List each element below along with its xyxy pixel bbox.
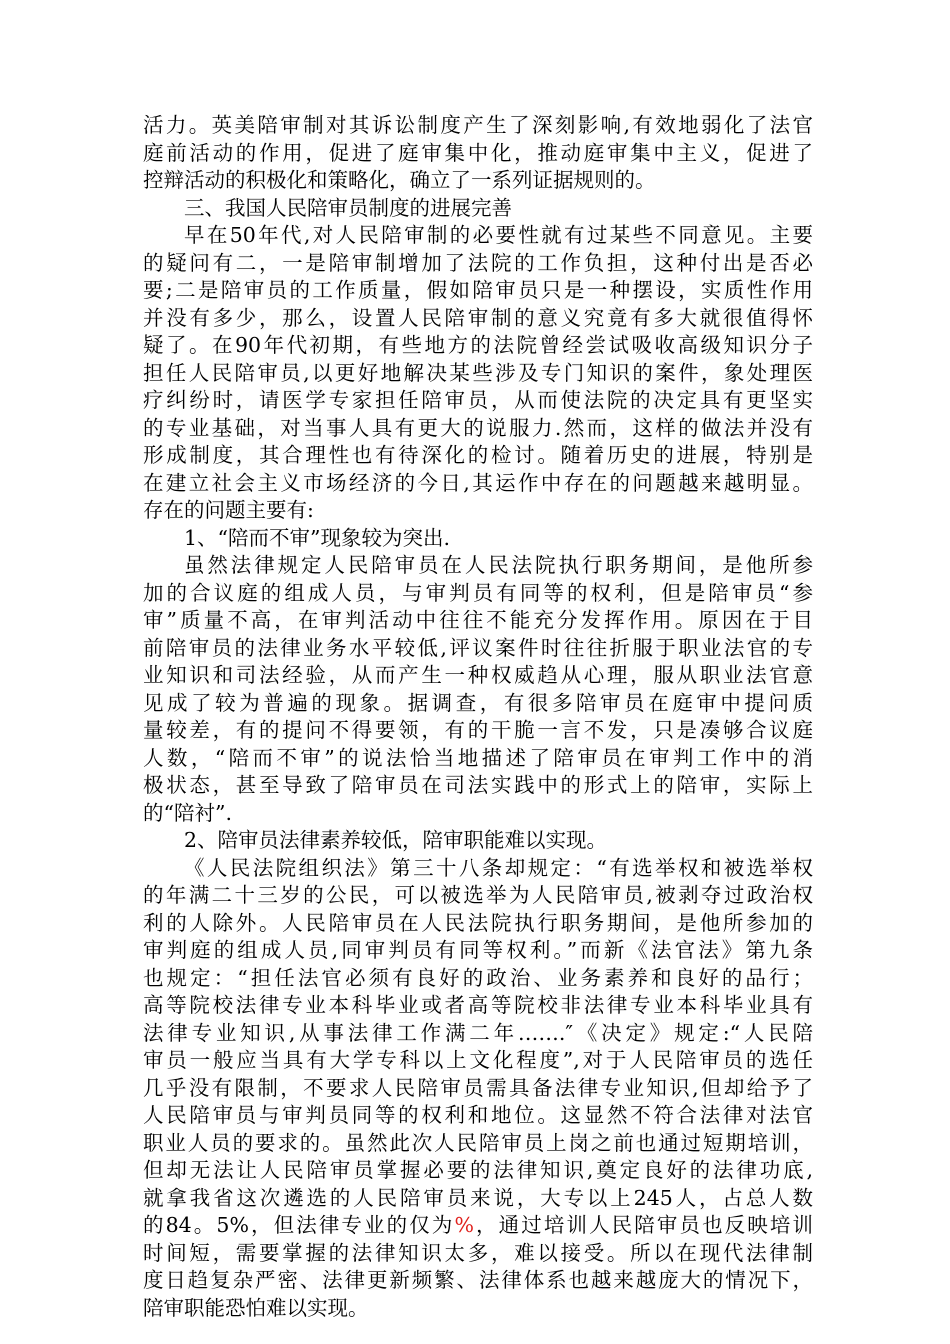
document-page — [143, 112, 813, 1322]
section-heading: 三、我国人民陪审员制度的进展完善 — [184, 195, 512, 220]
text-line: 疗纠纷时，请医学专家担任陪审员，从而使法院的决定具有更坚实 — [143, 388, 813, 412]
text-line: 并没有多少，那么，设置人民陪审制的意义究竟有多大就很值得怀 — [143, 305, 813, 330]
text-line: 活力。英美陪审制对其诉讼制度产生了深刻影响,有效地弱化了法官 — [143, 113, 813, 137]
text-line: 早在50年代,对人民陪审制的必要性就有过某些不同意见。主要 — [184, 223, 813, 247]
highlighted-percent: % — [454, 1213, 474, 1237]
text-line: 加的合议庭的组成人员，与审判员有同等的权利，但是陪审员“参 — [143, 580, 813, 605]
text-line: 极状态，甚至导致了陪审员在司法实践中的形式上的陪审，实际上 — [143, 773, 813, 797]
text-line: 职业人员的要求的。虽然此次人民陪审员上岗之前也通过短期培训， — [143, 1130, 813, 1155]
text-line: 量较差，有的提问不得要领，有的干脆一言不发，只是凑够合议庭 — [143, 718, 813, 742]
text-line: 审”质量不高，在审判活动中往往不能充分发挥作用。原因在于目 — [143, 608, 813, 632]
text-line: 形成制度，其合理性也有待深化的检讨。随着历史的进展，特别是 — [143, 443, 813, 467]
text-line: 人数，“陪而不审”的说法恰当地描述了陪审员在审判工作中的消 — [143, 745, 813, 770]
subsection-heading: 2、陪审员法律素养较低，陪审职能难以实现。 — [184, 828, 608, 852]
text-line: 的年满二十三岁的公民，可以被选举为人民陪审员,被剥夺过政治权 — [143, 883, 813, 907]
text-line — [143, 1212, 813, 1240]
text-line: 陪审职能恐怕难以实现。 — [143, 1295, 369, 1320]
text-line: 也规定：“担任法官必须有良好的政治、业务素养和良好的品行； — [143, 965, 813, 990]
text-line: 担任人民陪审员,以更好地解决某些涉及专门知识的案件，象处理医 — [143, 360, 813, 385]
text-line: 度日趋复杂严密、法律更新频繁、法律体系也越来越庞大的情况下， — [143, 1268, 813, 1292]
text-line: 人民陪审员与审判员同等的权利和地位。这显然不符合法律对法官 — [143, 1103, 813, 1127]
text-line: 疑了。在90年代初期，有些地方的法院曾经尝试吸收高级知识分子 — [143, 333, 813, 357]
text-line: 审判庭的组成人员,同审判员有同等权利。”而新《法官法》第九条 — [143, 938, 813, 962]
text-line: 但却无法让人民陪审员掌握必要的法律知识,奠定良好的法律功底, — [143, 1158, 813, 1182]
text-line: 高等院校法律专业本科毕业或者高等院校非法律专业本科毕业具有 — [143, 993, 813, 1017]
text-line: 在建立社会主义市场经济的今日,其运作中存在的问题越来越明显。 — [143, 470, 813, 495]
text-line: 时间短，需要掌握的法律知识太多，难以接受。所以在现代法律制 — [143, 1240, 813, 1265]
text-segment: ，通过培训人民陪审员也反映培训 — [473, 1213, 814, 1237]
text-line: 虽然法律规定人民陪审员在人民法院执行职务期间，是他所参 — [184, 553, 813, 577]
text-line: 的专业基础，对当事人具有更大的说服力.然而，这样的做法并没有 — [143, 415, 813, 440]
text-line: 几乎没有限制，不要求人民陪审员需具备法律专业知识,但却给予了 — [143, 1075, 813, 1100]
text-line: 《人民法院组织法》第三十八条却规定：“有选举权和被选举权 — [184, 855, 813, 880]
text-line: 要;二是陪审员的工作质量，假如陪审员只是一种摆设，实质性作用 — [143, 278, 813, 302]
text-line: 利的人除外。人民陪审员在人民法院执行职务期间，是他所参加的 — [143, 910, 813, 935]
text-line: 的“陪衬”. — [143, 800, 232, 825]
subsection-heading: 1、“陪而不审”现象较为突出. — [184, 525, 451, 550]
text-line: 庭前活动的作用，促进了庭审集中化，推动庭审集中主义，促进了 — [143, 140, 813, 165]
text-line: 控辩活动的积极化和策略化，确立了一系列证据规则的。 — [143, 168, 656, 192]
text-line: 存在的问题主要有: — [143, 498, 314, 522]
text-line: 前陪审员的法律业务水平较低,评议案件时往往折服于职业法官的专 — [143, 635, 813, 660]
text-segment: 的84。5%，但法律专业的仅为 — [143, 1213, 455, 1237]
text-line: 审员一般应当具有大学专科以上文化程度”,对于人民陪审员的选任 — [143, 1048, 813, 1072]
text-line: 业知识和司法经验，从而产生一种权威趋从心理，服从职业法官意 — [143, 663, 813, 687]
text-line: 见成了较为普遍的现象。据调查，有很多陪审员在庭审中提问质 — [143, 690, 813, 715]
text-line: 法律专业知识,从事法律工作满二年…….″《决定》规定:“人民陪 — [143, 1020, 813, 1045]
text-line: 就拿我省这次遴选的人民陪审员来说，大专以上245人，占总人数 — [143, 1185, 813, 1210]
text-line: 的疑问有二，一是陪审制增加了法院的工作负担，这种付出是否必 — [143, 250, 813, 275]
